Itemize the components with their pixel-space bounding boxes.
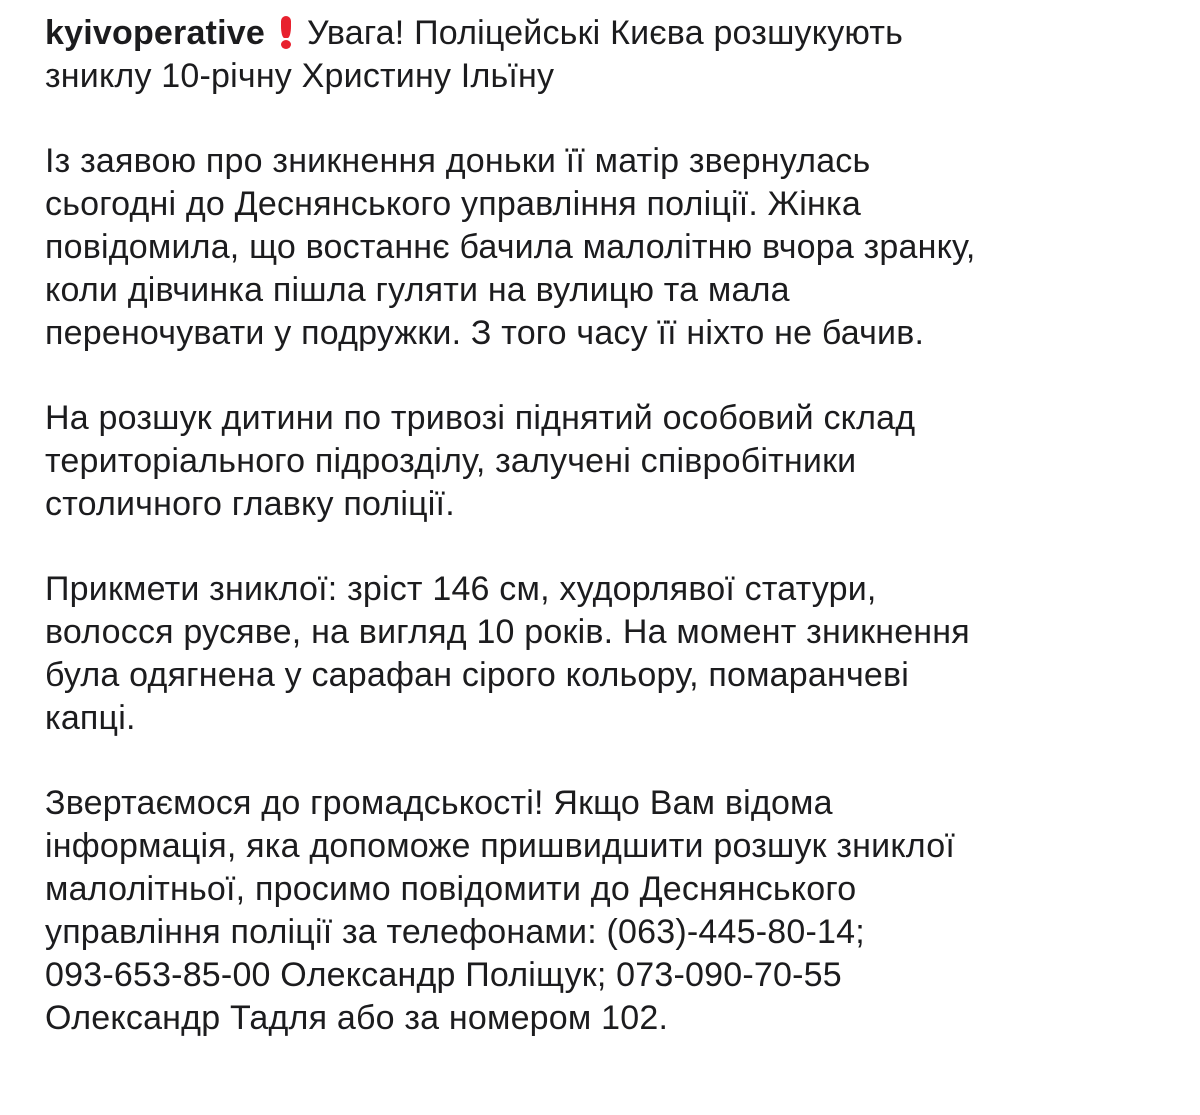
headline-line: зниклу 10-річну Христину Ільїну <box>45 57 555 95</box>
paragraph-line: територіального підрозділу, залучені співробітники <box>45 442 857 480</box>
paragraph-line: Олександр Тадля або за номером 102. <box>45 999 669 1037</box>
paragraph-line: Прикмети зниклої: зріст 146 см, худорлявої статури, <box>45 570 877 608</box>
paragraph-line: Звертаємося до громадськості! Якщо Вам відома <box>45 784 833 822</box>
paragraph-line: 093-653-85-00 Олександр Поліщук; 073-090-70-55 <box>45 956 842 994</box>
caption-paragraph-statement <box>45 140 1165 355</box>
username-link[interactable]: kyivoperative <box>45 14 265 52</box>
paragraph-line: Із заявою про зникнення доньки її матір звернулась <box>45 142 871 180</box>
paragraph-line: волосся русяве, на вигляд 10 років. На момент зникнення <box>45 613 970 651</box>
paragraph-line: столичного главку поліції. <box>45 485 455 523</box>
paragraph-line: інформація, яка допоможе пришвидшити розшук зниклої <box>45 827 955 865</box>
post-caption <box>45 12 1165 1082</box>
paragraph-line: повідомила, що востаннє бачила малолітню вчора зранку, <box>45 228 976 266</box>
caption-paragraph-search <box>45 397 1165 526</box>
caption-headline <box>45 12 1165 98</box>
red-exclamation-icon <box>279 14 293 48</box>
paragraph-line: коли дівчинка пішла гуляти на вулицю та мала <box>45 271 790 309</box>
paragraph-line: На розшук дитини по тривозі піднятий особовий склад <box>45 399 916 437</box>
headline-line: Увага! Поліцейські Києва розшукують <box>306 14 904 52</box>
paragraph-line: була одягнена у сарафан сірого кольору, помаранчеві <box>45 656 910 694</box>
caption-paragraph-description <box>45 568 1165 740</box>
paragraph-line: переночувати у подружки. З того часу її ніхто не бачив. <box>45 314 925 352</box>
paragraph-line: сьогодні до Деснянського управління поліції. Жінка <box>45 185 861 223</box>
paragraph-line: малолітньої, просимо повідомити до Деснянського <box>45 870 857 908</box>
paragraph-line: капці. <box>45 699 136 737</box>
paragraph-line: управління поліції за телефонами: (063)-445-80-14; <box>45 913 865 951</box>
caption-paragraph-appeal <box>45 782 1165 1040</box>
